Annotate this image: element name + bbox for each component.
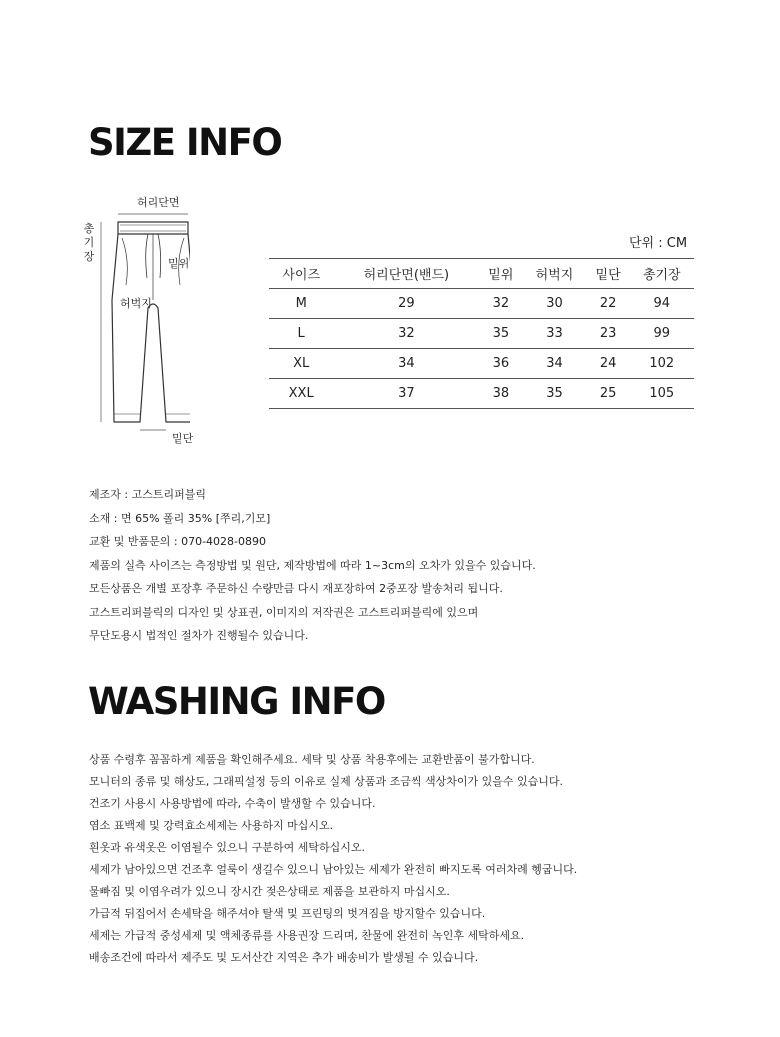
cell-size: XL (269, 349, 333, 379)
table-row (269, 319, 694, 349)
cell-thigh: 35 (522, 379, 586, 409)
list-item: 세제가 남아있으면 건조후 얼룩이 생길수 있으니 남아있는 세제가 완전히 빠지도록 여러차례 헹굽니다. (89, 863, 578, 876)
thigh-label: 허벅지 (120, 297, 152, 310)
waist-label: 허리단면 (137, 196, 180, 209)
list-item: 물빠짐 및 이염우려가 있으니 장시간 젖은상태로 제품을 보관하지 마십시오. (89, 885, 450, 898)
list-item: 무단도용시 법적인 절차가 진행될수 있습니다. (89, 629, 309, 642)
list-item: 고스트리퍼블릭의 디자인 및 상표권, 이미지의 저작권은 고스트리퍼블릭에 있으며 (89, 605, 479, 619)
cell-total-length: 94 (630, 289, 694, 319)
cell-hem: 25 (587, 379, 630, 409)
cell-rise: 38 (479, 379, 522, 409)
cell-thigh: 34 (522, 349, 586, 379)
cell-rise: 35 (479, 319, 522, 349)
header-rise: 밑위 (479, 259, 522, 289)
size-table-header-row (269, 259, 694, 289)
cell-hem: 24 (587, 349, 630, 379)
washing-info-list (89, 752, 577, 972)
cell-thigh: 33 (522, 319, 586, 349)
manufacturer-text: 제조자 : 고스트리퍼블릭 (89, 488, 206, 501)
cell-rise: 36 (479, 349, 522, 379)
cell-total-length: 105 (630, 379, 694, 409)
size-table (269, 258, 694, 409)
cell-hem: 23 (587, 319, 630, 349)
cell-waist: 32 (333, 319, 479, 349)
table-row (269, 379, 694, 409)
cell-waist: 34 (333, 349, 479, 379)
list-item: 세제는 가급적 중성세제 및 액체종류를 사용권장 드리며, 찬물에 완전히 녹인후 세탁하세요. (89, 929, 525, 942)
total-length-label: 총기장 (83, 222, 95, 263)
list-item: 건조기 사용시 사용방법에 따라, 수축이 발생할 수 있습니다. (89, 797, 376, 810)
contact-text: 교환 및 반품문의 : 070-4028-0890 (89, 535, 266, 548)
cell-size: M (269, 289, 333, 319)
rise-label: 밑위 (168, 257, 190, 270)
hem-label: 밑단 (172, 432, 194, 445)
table-row (269, 289, 694, 319)
cell-rise: 32 (479, 289, 522, 319)
list-item: 모니터의 종류 및 해상도, 그래픽설정 등의 이유로 실제 상품과 조금씩 색상차이가 있을수 있습니다. (89, 775, 563, 788)
cell-waist: 37 (333, 379, 479, 409)
header-waist: 허리단면(밴드) (333, 259, 479, 289)
material-text: 소재 : 면 65% 폴리 35% [쭈리,기모] (89, 511, 271, 525)
product-info-list (89, 487, 536, 652)
cell-total-length: 102 (630, 349, 694, 379)
cell-total-length: 99 (630, 319, 694, 349)
list-item: 가급적 뒤집어서 손세탁을 해주셔야 탈색 및 프린팅의 벗겨짐을 방지할수 있습니다. (89, 907, 486, 920)
list-item: 제품의 실측 사이즈는 측정방법 및 원단, 제작방법에 따라 1~3cm의 오차가 있을수 있습니다. (89, 558, 536, 572)
list-item: 모든상품은 개별 포장후 주문하신 수량만큼 다시 재포장하여 2중포장 발송처리 됩니다. (89, 582, 503, 595)
header-total-length: 총기장 (630, 259, 694, 289)
cell-waist: 29 (333, 289, 479, 319)
cell-hem: 22 (587, 289, 630, 319)
size-info-title: SIZE INFO (88, 121, 282, 164)
cell-size: XXL (269, 379, 333, 409)
header-thigh: 허벅지 (522, 259, 586, 289)
cell-thigh: 30 (522, 289, 586, 319)
unit-label: 단위 : CM (629, 236, 688, 251)
table-row (269, 349, 694, 379)
washing-info-title: WASHING INFO (88, 680, 385, 723)
list-item: 흰옷과 유색옷은 이염될수 있으니 구분하여 세탁하십시오. (89, 841, 366, 854)
cell-size: L (269, 319, 333, 349)
list-item: 염소 표백제 및 강력효소세제는 사용하지 마십시오. (89, 819, 334, 832)
list-item: 상품 수령후 꼼꼼하게 제품을 확인해주세요. 세탁 및 상품 착용후에는 교환반품이 불가합니다. (89, 753, 535, 766)
pants-illustration (80, 190, 190, 450)
header-hem: 밑단 (587, 259, 630, 289)
list-item: 배송조건에 따라서 제주도 및 도서산간 지역은 추가 배송비가 발생될 수 있습니다. (89, 951, 479, 964)
header-size: 사이즈 (269, 259, 333, 289)
